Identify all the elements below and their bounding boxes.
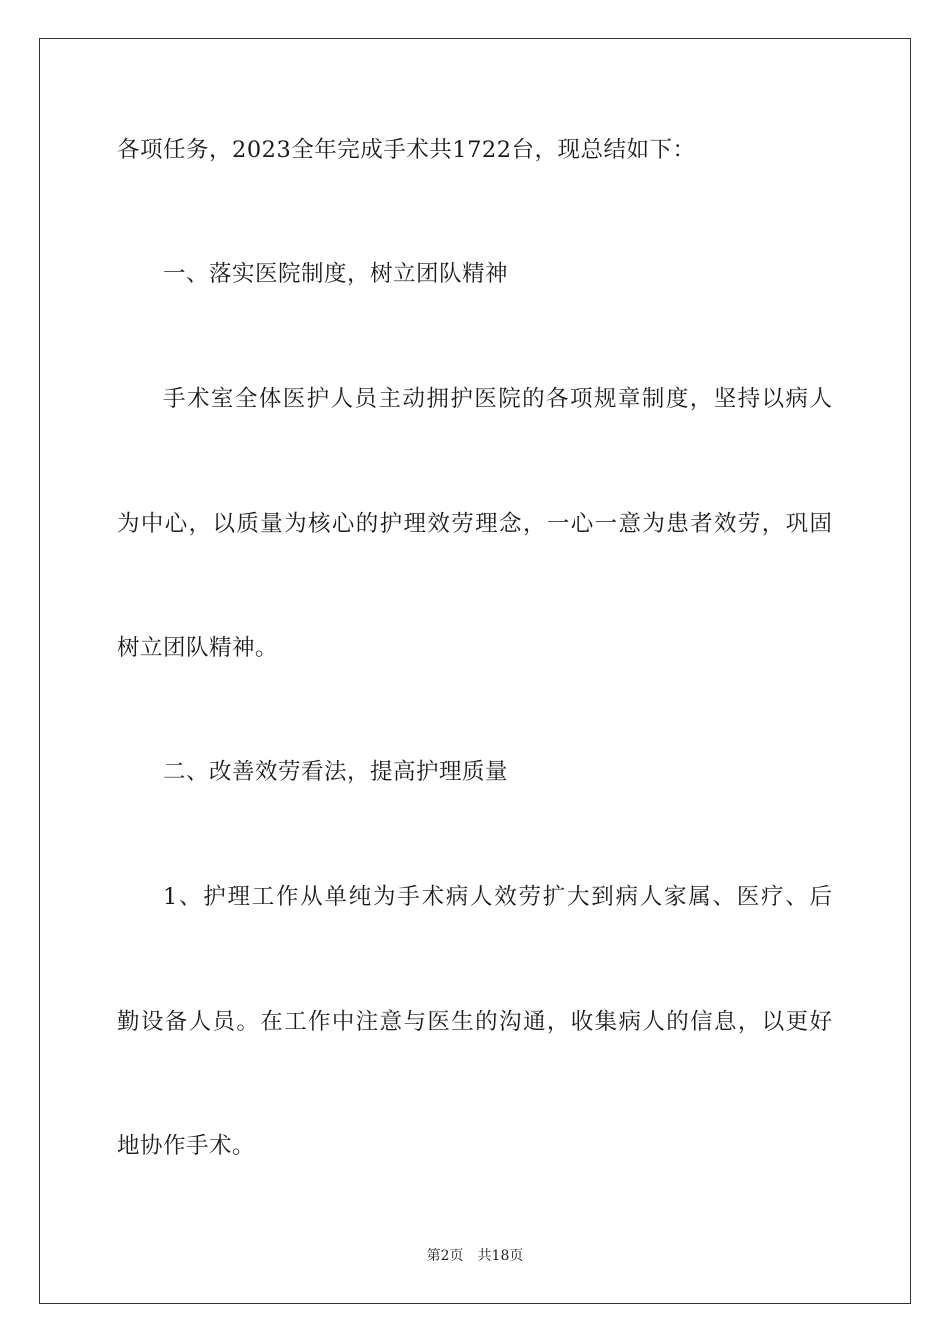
page-border xyxy=(39,38,911,1304)
body-text-line: 勤设备人员。在工作中注意与医生的沟通，收集病人的信息，以更好 xyxy=(117,1009,832,1035)
body-text-line: 为中心，以质量为核心的护理效劳理念，一心一意为患者效劳，巩固 xyxy=(117,511,832,537)
page-footer xyxy=(0,1246,950,1266)
page-total: 共18页 xyxy=(477,1248,524,1264)
body-text-line: 地协作手术。 xyxy=(117,1133,256,1159)
section-heading: 二、改善效劳看法，提高护理质量 xyxy=(163,759,509,785)
body-text-line: 1、护理工作从单纯为手术病人效劳扩大到病人家属、医疗、后 xyxy=(163,884,832,910)
page-number: 第2页 xyxy=(426,1248,464,1264)
body-text-line: 树立团队精神。 xyxy=(117,635,279,661)
body-text-line: 手术室全体医护人员主动拥护医院的各项规章制度，坚持以病人 xyxy=(163,386,832,412)
body-text-line: 各项任务，2023全年完成手术共1722台，现总结如下： xyxy=(117,137,696,163)
section-heading: 一、落实医院制度，树立团队精神 xyxy=(163,261,509,287)
